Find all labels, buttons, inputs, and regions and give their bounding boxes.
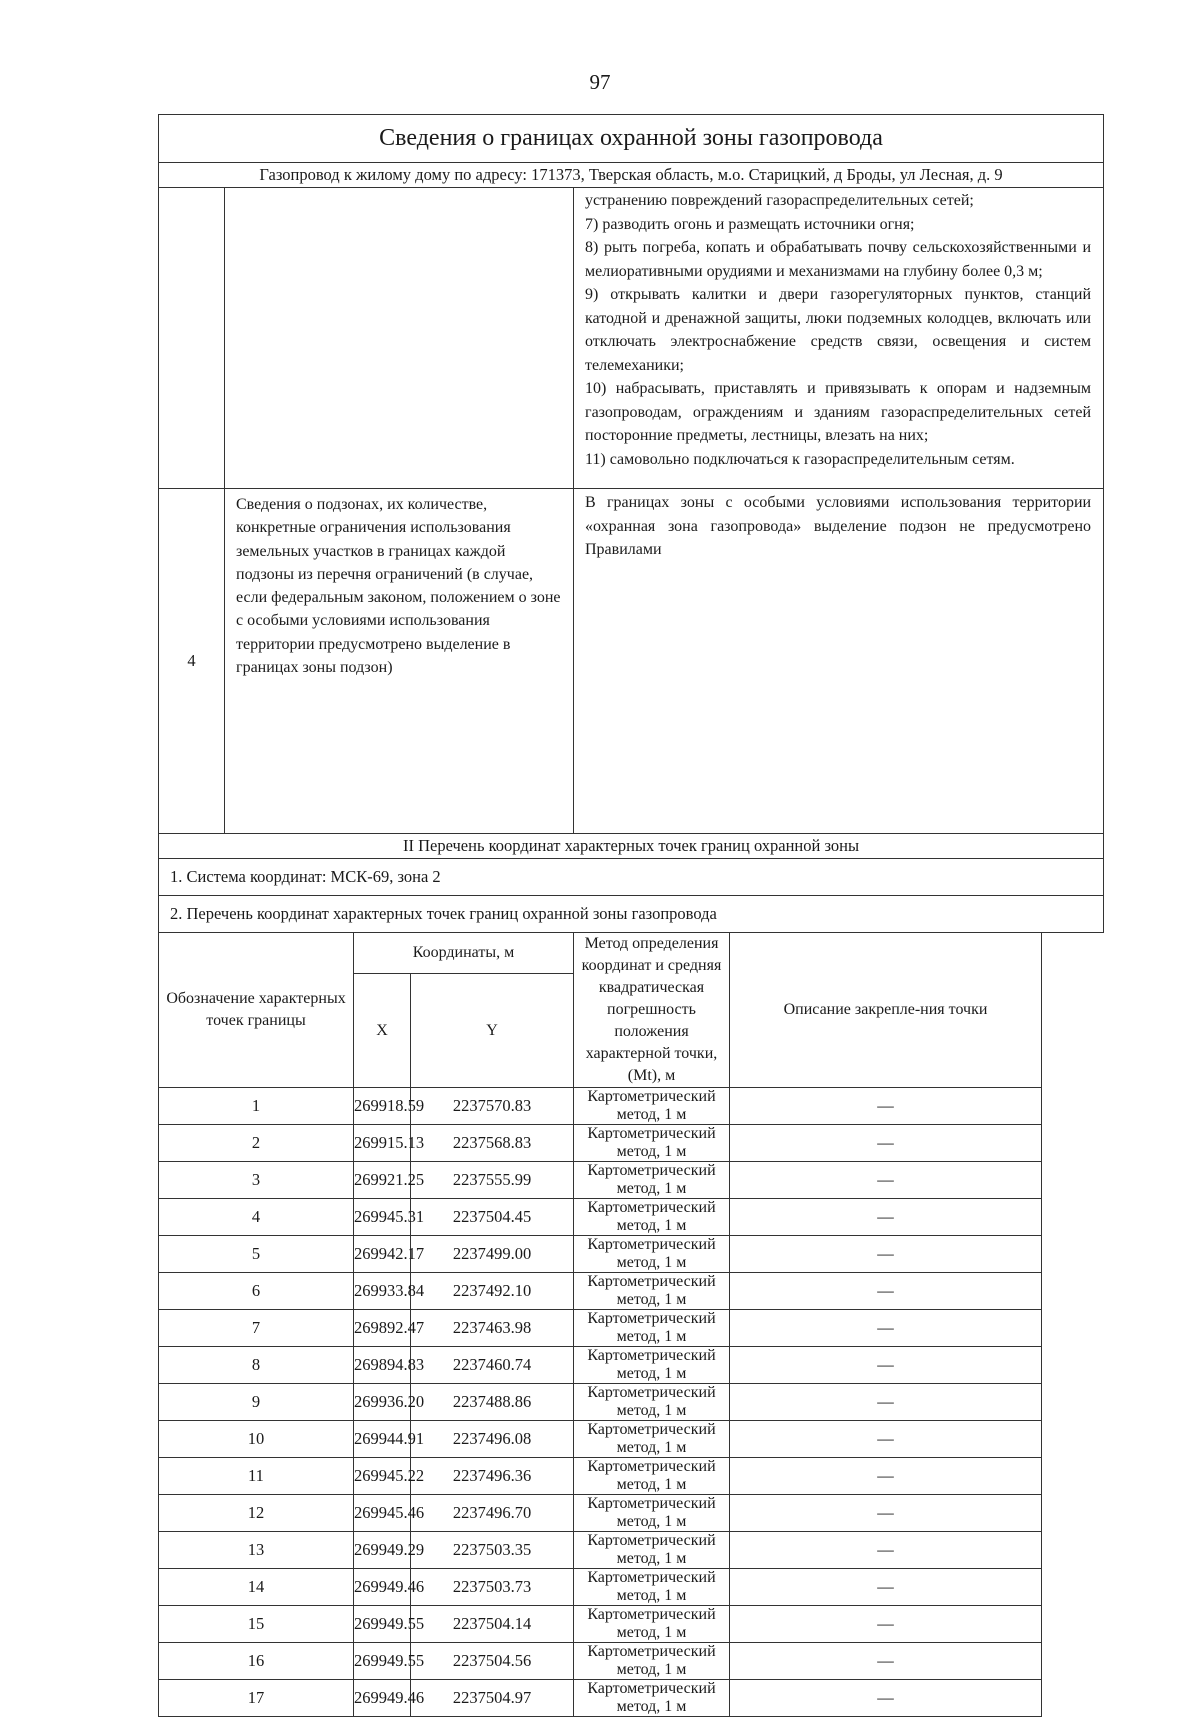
point-method: Картометрический метод, 1 м — [574, 1606, 730, 1643]
table-row — [159, 1495, 1104, 1532]
point-number: 17 — [159, 1680, 354, 1717]
point-number: 8 — [159, 1347, 354, 1384]
point-x: 269944.91 — [354, 1421, 411, 1458]
protection-zone-table — [158, 114, 1104, 1717]
header-method — [574, 933, 730, 1088]
point-number: 12 — [159, 1495, 354, 1532]
point-x: 269949.55 — [354, 1643, 411, 1680]
point-method: Картометрический метод, 1 м — [574, 1088, 730, 1125]
point-y: 2237503.73 — [411, 1569, 574, 1606]
point-y: 2237504.45 — [411, 1199, 574, 1236]
point-y: 2237496.70 — [411, 1495, 574, 1532]
point-y: 2237463.98 — [411, 1310, 574, 1347]
point-x: 269918.59 — [354, 1088, 411, 1125]
gas-pipeline-address: Газопровод к жилому дому по адресу: 171373, Тверская область, м.о. Старицкий, д Броды, ул Лесная, д. 9 — [159, 163, 1104, 188]
point-y: 2237460.74 — [411, 1347, 574, 1384]
point-x: 269949.46 — [354, 1680, 411, 1717]
point-description: — — [730, 1236, 1042, 1273]
point-x: 269936.20 — [354, 1384, 411, 1421]
point-x: 269915.13 — [354, 1125, 411, 1162]
point-number: 15 — [159, 1606, 354, 1643]
header-description: Описание закрепле-ния точки — [730, 933, 1042, 1088]
document-title: Сведения о границах охранной зоны газопровода — [159, 115, 1104, 163]
point-number: 5 — [159, 1236, 354, 1273]
point-x: 269949.46 — [354, 1569, 411, 1606]
point-number: 11 — [159, 1458, 354, 1495]
point-description: — — [730, 1532, 1042, 1569]
rules-label-cell — [225, 188, 574, 489]
point-method: Картометрический метод, 1 м — [574, 1199, 730, 1236]
point-method: Картометрический метод, 1 м — [574, 1421, 730, 1458]
point-number: 9 — [159, 1384, 354, 1421]
point-number: 14 — [159, 1569, 354, 1606]
point-method: Картометрический метод, 1 м — [574, 1236, 730, 1273]
point-y: 2237503.35 — [411, 1532, 574, 1569]
table-row — [159, 1199, 1104, 1236]
point-method: Картометрический метод, 1 м — [574, 1495, 730, 1532]
header-method-text: Метод определения координат и средняя квадратическая погрешность положения характерной точки, (Mt), м — [581, 935, 722, 1084]
subzone-label: Сведения о подзонах, их количестве, конкретные ограничения использования земельных участков в границах каждой подзоны из перечня ограничений (в случае, если федеральным законом, положением о зоне с особыми условиями использования территории предусмотрено выделение в границах зоны подзон) — [225, 489, 574, 834]
point-method: Картометрический метод, 1 м — [574, 1125, 730, 1162]
point-description: — — [730, 1458, 1042, 1495]
restrictions-text — [574, 188, 1104, 489]
point-description: — — [730, 1569, 1042, 1606]
header-coordinates: Координаты, м — [354, 933, 574, 974]
point-number: 13 — [159, 1532, 354, 1569]
point-description: — — [730, 1643, 1042, 1680]
coordinate-system: 1. Система координат: МСК-69, зона 2 — [159, 859, 1104, 896]
point-description: — — [730, 1347, 1042, 1384]
point-description: — — [730, 1162, 1042, 1199]
table-row — [159, 1125, 1104, 1162]
table-row — [159, 1273, 1104, 1310]
point-x: 269945.46 — [354, 1495, 411, 1532]
point-y: 2237555.99 — [411, 1162, 574, 1199]
restriction-line: 8) рыть погреба, копать и обрабатывать почву сельскохозяйственными и мелиоративными орудиями и механизмами на глубину более 0,3 м; — [585, 239, 1092, 280]
point-number: 1 — [159, 1088, 354, 1125]
header-y: Y — [411, 974, 574, 1088]
rules-number-cell — [159, 188, 225, 489]
table-row — [159, 1421, 1104, 1458]
table-row — [159, 1569, 1104, 1606]
point-method: Картометрический метод, 1 м — [574, 1273, 730, 1310]
restriction-line: 11) самовольно подключаться к газораспределительным сетям. — [585, 450, 1015, 468]
subzone-text: В границах зоны с особыми условиями использования территории «охранная зона газопровода» выделение подзон не предусмотрено Правилами — [574, 489, 1104, 834]
point-description: — — [730, 1495, 1042, 1532]
point-y: 2237499.00 — [411, 1236, 574, 1273]
point-description: — — [730, 1606, 1042, 1643]
point-x: 269949.29 — [354, 1532, 411, 1569]
table-row — [159, 1384, 1104, 1421]
restriction-line: 9) открывать калитки и двери газорегуляторных пунктов, станций катодной и дренажной защиты, люки подземных колодцев, включать или отключать электроснабжение средств связи, освещения и систем телемеханики; — [585, 286, 1092, 374]
table-row — [159, 1162, 1104, 1199]
point-y: 2237568.83 — [411, 1125, 574, 1162]
point-number: 2 — [159, 1125, 354, 1162]
row-number: 4 — [159, 489, 225, 834]
table-row — [159, 1532, 1104, 1569]
point-method: Картометрический метод, 1 м — [574, 1643, 730, 1680]
point-method: Картометрический метод, 1 м — [574, 1680, 730, 1717]
point-number: 3 — [159, 1162, 354, 1199]
point-x: 269933.84 — [354, 1273, 411, 1310]
table-row — [159, 1458, 1104, 1495]
section-title: II Перечень координат характерных точек границ охранной зоны — [159, 834, 1104, 859]
point-y: 2237570.83 — [411, 1088, 574, 1125]
point-description: — — [730, 1273, 1042, 1310]
table-row — [159, 1236, 1104, 1273]
table-row — [159, 1088, 1104, 1125]
table-row — [159, 1606, 1104, 1643]
point-method: Картометрический метод, 1 м — [574, 1310, 730, 1347]
restriction-line: устранению повреждений газораспределительных сетей; — [585, 192, 974, 209]
point-y: 2237504.56 — [411, 1643, 574, 1680]
point-method: Картометрический метод, 1 м — [574, 1162, 730, 1199]
point-number: 7 — [159, 1310, 354, 1347]
table-body — [159, 115, 1104, 1717]
point-method: Картометрический метод, 1 м — [574, 1347, 730, 1384]
table-row — [159, 1310, 1104, 1347]
header-designation: Обозначение характерных точек границы — [159, 933, 354, 1088]
table-row — [159, 1643, 1104, 1680]
point-x: 269945.31 — [354, 1199, 411, 1236]
point-y: 2237496.36 — [411, 1458, 574, 1495]
table-row — [159, 1347, 1104, 1384]
point-description: — — [730, 1680, 1042, 1717]
point-description: — — [730, 1310, 1042, 1347]
point-y: 2237504.14 — [411, 1606, 574, 1643]
point-method: Картометрический метод, 1 м — [574, 1532, 730, 1569]
point-y: 2237492.10 — [411, 1273, 574, 1310]
point-description: — — [730, 1088, 1042, 1125]
point-method: Картометрический метод, 1 м — [574, 1384, 730, 1421]
point-x: 269892.47 — [354, 1310, 411, 1347]
point-number: 6 — [159, 1273, 354, 1310]
table-row — [159, 1680, 1104, 1717]
point-number: 16 — [159, 1643, 354, 1680]
point-description: — — [730, 1125, 1042, 1162]
page-number: 97 — [589, 70, 611, 94]
point-description: — — [730, 1421, 1042, 1458]
restriction-line: 7) разводить огонь и размещать источники огня; — [585, 215, 915, 233]
point-method: Картометрический метод, 1 м — [574, 1458, 730, 1495]
coordinate-list-title: 2. Перечень координат характерных точек границ охранной зоны газопровода — [159, 896, 1104, 933]
point-x: 269894.83 — [354, 1347, 411, 1384]
point-x: 269945.22 — [354, 1458, 411, 1495]
point-y: 2237488.86 — [411, 1384, 574, 1421]
point-method: Картометрический метод, 1 м — [574, 1569, 730, 1606]
point-number: 10 — [159, 1421, 354, 1458]
point-description: — — [730, 1199, 1042, 1236]
point-x: 269921.25 — [354, 1162, 411, 1199]
point-x: 269949.55 — [354, 1606, 411, 1643]
point-number: 4 — [159, 1199, 354, 1236]
header-x: X — [354, 974, 411, 1088]
restriction-line: 10) набрасывать, приставлять и привязывать к опорам и надземным газопроводам, ограждениям и зданиям газораспределительных сетей посторонние предметы, лестницы, влезать на них; — [585, 380, 1092, 444]
point-x: 269942.17 — [354, 1236, 411, 1273]
point-y: 2237504.97 — [411, 1680, 574, 1717]
point-description: — — [730, 1384, 1042, 1421]
point-y: 2237496.08 — [411, 1421, 574, 1458]
